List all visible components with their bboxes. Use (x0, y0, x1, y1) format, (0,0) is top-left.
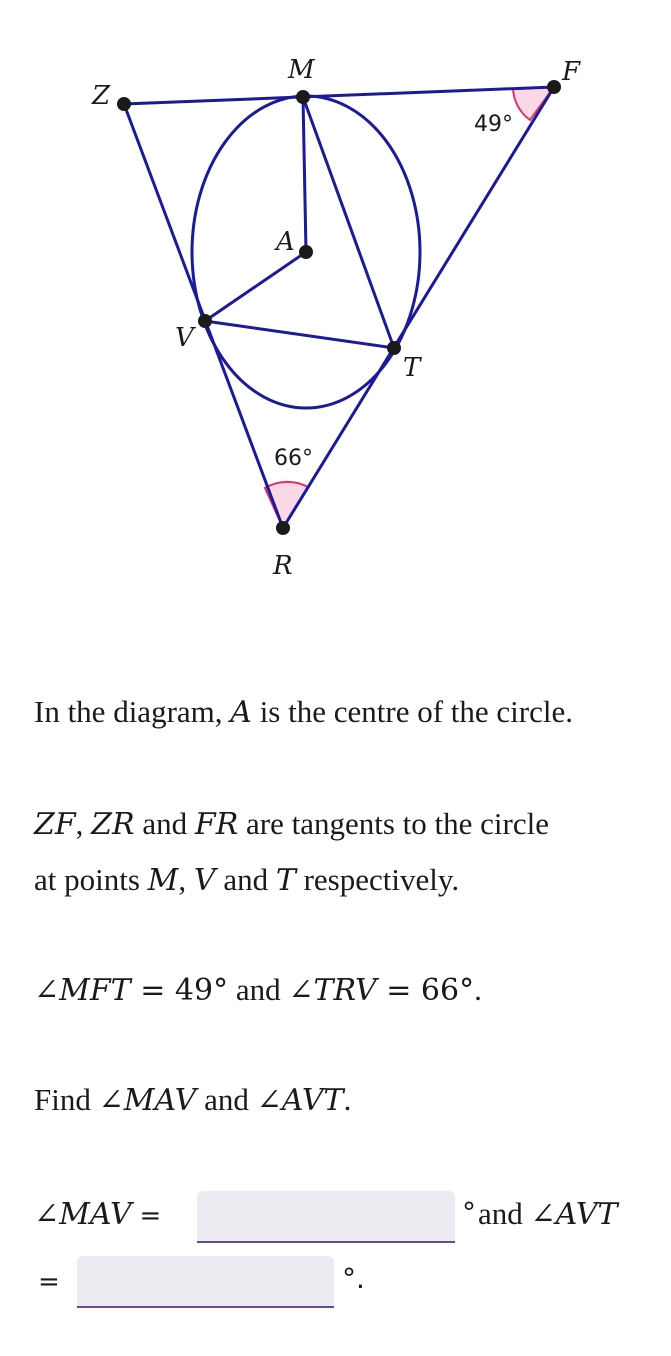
point-f (547, 80, 561, 94)
point-a (299, 245, 313, 259)
angle-mark-f (513, 87, 554, 120)
answer-equals-2: = (38, 1267, 60, 1297)
answer-label-mav: ∠MAV = (34, 1197, 162, 1232)
geometry-diagram (0, 0, 671, 620)
label-z: Z (92, 81, 111, 111)
label-v: V (175, 323, 194, 353)
segment-av (205, 252, 306, 321)
answer-label-avt: and ∠AVT (478, 1196, 618, 1232)
angle-label-f: 49° (474, 112, 513, 137)
answer-input-avt[interactable] (77, 1256, 334, 1308)
answer-input-mav[interactable] (197, 1191, 455, 1243)
label-t: T (403, 353, 421, 383)
statement-centre: In the diagram, A is the centre of the circle. (34, 694, 573, 730)
angle-label-r: 66° (274, 446, 313, 471)
label-a: A (276, 227, 295, 257)
label-f: F (562, 57, 581, 87)
point-z (117, 97, 131, 111)
segment-ma (303, 97, 306, 252)
segment-vt (205, 321, 394, 348)
statement-angles: ∠MFT = 49° and ∠TRV = 66°. (34, 972, 482, 1008)
label-m: M (288, 55, 315, 85)
degree-symbol-1: ° (462, 1196, 476, 1229)
point-t (387, 341, 401, 355)
point-r (276, 521, 290, 535)
statement-points: at points M, V and T respectively. (34, 862, 460, 898)
degree-symbol-2: °. (342, 1262, 365, 1295)
point-m (296, 90, 310, 104)
statement-tangents: ZF, ZR and FR are tangents to the circle (34, 806, 549, 842)
question-prompt: Find ∠MAV and ∠AVT. (34, 1082, 352, 1118)
point-v (198, 314, 212, 328)
label-r: R (273, 551, 293, 581)
